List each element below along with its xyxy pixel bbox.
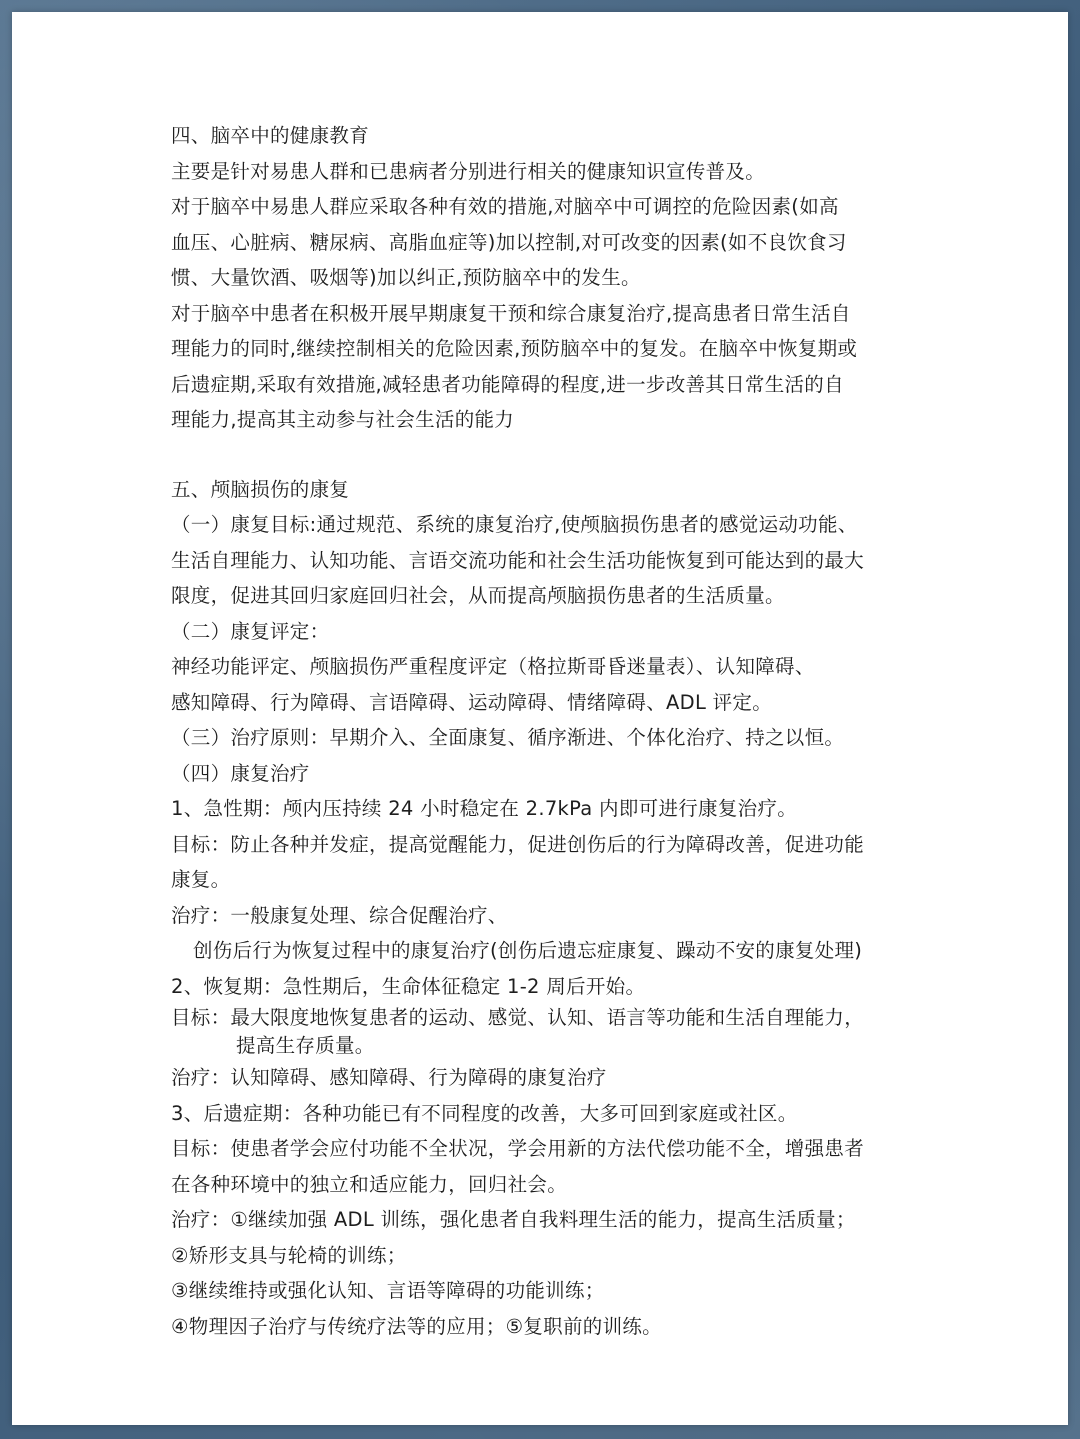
paragraph-line: 创伤后行为恢复过程中的康复治疗(创伤后遗忘症康复、躁动不安的康复处理) xyxy=(193,939,863,962)
paragraph-line: 治疗：认知障碍、感知障碍、行为障碍的康复治疗 xyxy=(171,1066,607,1089)
paragraph-line: 提高生存质量。 xyxy=(236,1034,375,1057)
paragraph-line: 限度，促进其回归家庭回归社会，从而提高颅脑损伤患者的生活质量。 xyxy=(171,584,785,607)
document-body xyxy=(171,118,931,1344)
subsection-heading: （四）康复治疗 xyxy=(171,761,310,785)
paragraph-line: 后遗症期,采取有效措施,减轻患者功能障碍的程度,进一步改善其日常生活的自 xyxy=(171,372,844,396)
paragraph-line: ③继续维持或强化认知、言语等障碍的功能训练； xyxy=(171,1279,605,1302)
subsection-heading: （二）康复评定： xyxy=(171,619,330,643)
paragraph-line: 目标：防止各种并发症，提高觉醒能力，促进创伤后的行为障碍改善，促进功能 xyxy=(171,832,865,856)
paragraph-line: 2、恢复期：急性期后，生命体征稳定 1-2 周后开始。 xyxy=(171,974,646,998)
paragraph-line: ②矫形支具与轮椅的训练； xyxy=(171,1243,407,1267)
paragraph-line: 1、急性期：颅内压持续 24 小时稳定在 2.7kPa 内即可进行康复治疗。 xyxy=(171,797,798,820)
section-4-heading: 四、脑卒中的健康教育 xyxy=(171,124,370,147)
paragraph-line: 血压、心脏病、糖尿病、高脂血症等)加以控制,对可改变的因素(如不良饮食习 xyxy=(171,230,847,254)
paragraph-line: 理能力,提高其主动参与社会生活的能力 xyxy=(171,408,515,431)
paragraph-line: 理能力的同时,继续控制相关的危险因素,预防脑卒中的复发。在脑卒中恢复期或 xyxy=(171,337,858,360)
section-spacer xyxy=(171,438,931,472)
paragraph-line: 3、后遗症期：各种功能已有不同程度的改善，大多可回到家庭或社区。 xyxy=(171,1101,798,1125)
paragraph-line: ④物理因子治疗与传统疗法等的应用；⑤复职前的训练。 xyxy=(171,1314,662,1338)
paragraph-line: 生活自理能力、认知功能、言语交流功能和社会生活功能恢复到可能达到的最大 xyxy=(171,548,865,572)
paragraph-line: 主要是针对易患人群和已患病者分别进行相关的健康知识宣传普及。 xyxy=(171,159,766,183)
paragraph-line: 目标：使患者学会应付功能不全状况，学会用新的方法代偿功能不全，增强患者 xyxy=(171,1137,865,1160)
subsection-heading: （三）治疗原则：早期介入、全面康复、循序渐进、个体化治疗、持之以恒。 xyxy=(171,726,845,749)
paragraph-line: 对于脑卒中患者在积极开展早期康复干预和综合康复治疗,提高患者日常生活自 xyxy=(171,301,851,325)
paragraph-line: 对于脑卒中易患人群应采取各种有效的措施,对脑卒中可调控的危险因素(如高 xyxy=(171,195,839,218)
paragraph-line: 康复。 xyxy=(171,868,231,891)
paragraph-line: 感知障碍、行为障碍、言语障碍、运动障碍、情绪障碍、ADL 评定。 xyxy=(171,690,773,714)
paragraph-line: 惯、大量饮酒、吸烟等)加以纠正,预防脑卒中的发生。 xyxy=(171,266,641,289)
paragraph-line: （一）康复目标:通过规范、系统的康复治疗,使颅脑损伤患者的感觉运动功能、 xyxy=(171,513,858,536)
section-5-heading: 五、颅脑损伤的康复 xyxy=(171,477,350,501)
paragraph-line: 治疗：一般康复处理、综合促醒治疗、 xyxy=(171,903,508,927)
paragraph-line: 在各种环境中的独立和适应能力，回归社会。 xyxy=(171,1172,568,1196)
paragraph-line: 治疗：①继续加强 ADL 训练，强化患者自我料理生活的能力，提高生活质量； xyxy=(171,1208,856,1231)
document-page xyxy=(12,12,1068,1425)
paragraph-line: 目标：最大限度地恢复患者的运动、感觉、认知、语言等功能和生活自理能力， xyxy=(171,1006,865,1029)
paragraph-line: 神经功能评定、颅脑损伤严重程度评定（格拉斯哥昏迷量表）、认知障碍、 xyxy=(171,655,815,678)
